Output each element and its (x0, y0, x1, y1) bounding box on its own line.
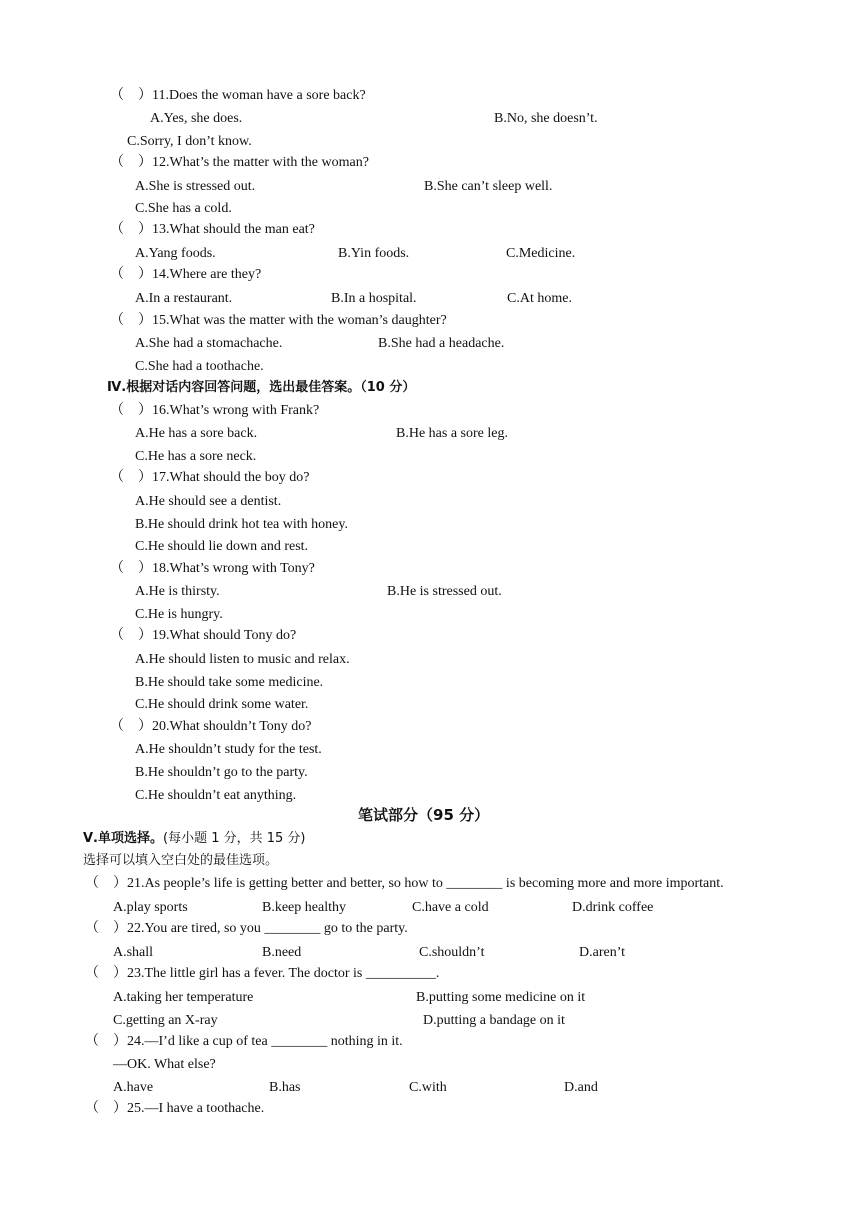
question-18-option-c: C.He is hungry. (135, 607, 223, 622)
question-13: （ ）13.What should the man eat? (110, 222, 315, 237)
question-15-option-b: B.She had a headache. (378, 336, 505, 351)
question-23: （ ）23.The little girl has a fever. The doctor is __________. (85, 966, 440, 981)
section-v-score: (每小题 1 分，共 15 分) (163, 831, 306, 846)
question-11-option-c: C.Sorry, I don’t know. (127, 134, 252, 149)
question-13-option-c: C.Medicine. (506, 246, 576, 261)
question-24-option-b: B.has (269, 1080, 301, 1095)
written-part-title: 笔试部分（95 分） (358, 806, 490, 824)
question-18: （ ）18.What’s wrong with Tony? (110, 561, 315, 576)
question-20: （ ）20.What shouldn’t Tony do? (110, 719, 312, 734)
question-19-option-b: B.He should take some medicine. (135, 675, 324, 690)
question-21-option-c: C.have a cold (412, 900, 489, 915)
question-17: （ ）17.What should the boy do? (110, 470, 310, 485)
question-17-option-b: B.He should drink hot tea with honey. (135, 517, 348, 532)
question-24-reply: —OK. What else? (113, 1057, 216, 1072)
question-12-option-a: A.She is stressed out. (135, 179, 256, 194)
question-12-option-c: C.She has a cold. (135, 201, 232, 216)
question-21-option-a: A.play sports (113, 900, 188, 915)
question-23-option-a: A.taking her temperature (113, 990, 254, 1005)
question-20-option-a: A.He shouldn’t study for the test. (135, 742, 322, 757)
question-23-option-c: C.getting an X-ray (113, 1013, 218, 1028)
question-16: （ ）16.What’s wrong with Frank? (110, 403, 320, 418)
question-15-option-a: A.She had a stomachache. (135, 336, 283, 351)
section-v-heading (83, 830, 306, 848)
question-24-option-a: A.have (113, 1080, 154, 1095)
question-15: （ ）15.What was the matter with the woman’s daughter? (110, 313, 447, 328)
question-13-option-b: B.Yin foods. (338, 246, 410, 261)
question-24-option-c: C.with (409, 1080, 447, 1095)
question-24: （ ）24.—I’d like a cup of tea ________ nothing in it. (85, 1034, 403, 1049)
question-20-option-c: C.He shouldn’t eat anything. (135, 788, 297, 803)
question-17-option-a: A.He should see a dentist. (135, 494, 282, 509)
question-20-option-b: B.He shouldn’t go to the party. (135, 765, 308, 780)
question-24-option-d: D.and (564, 1080, 598, 1095)
question-21: （ ）21.As people’s life is getting better and better, so how to ________ is becoming more and more important. (85, 876, 724, 891)
question-19-option-c: C.He should drink some water. (135, 697, 309, 712)
question-14-option-a: A.In a restaurant. (135, 291, 233, 306)
question-22-option-a: A.shall (113, 945, 154, 960)
question-16-option-a: A.He has a sore back. (135, 426, 258, 441)
question-21-option-b: B.keep healthy (262, 900, 346, 915)
question-25: （ ）25.—I have a toothache. (85, 1101, 265, 1116)
section-iv-heading: Ⅳ.根据对话内容回答问题，选出最佳答案。（10 分） (107, 380, 416, 395)
question-18-option-a: A.He is thirsty. (135, 584, 220, 599)
question-16-option-b: B.He has a sore leg. (396, 426, 508, 441)
question-19: （ ）19.What should Tony do? (110, 628, 297, 643)
question-14: （ ）14.Where are they? (110, 267, 262, 282)
question-17-option-c: C.He should lie down and rest. (135, 539, 309, 554)
question-21-option-d: D.drink coffee (572, 900, 654, 915)
question-22-option-b: B.need (262, 945, 302, 960)
question-19-option-a: A.He should listen to music and relax. (135, 652, 350, 667)
question-11-option-a: A.Yes, she does. (150, 111, 243, 126)
question-15-option-c: C.She had a toothache. (135, 359, 264, 374)
question-23-option-d: D.putting a bandage on it (423, 1013, 565, 1028)
section-v-title: Ⅴ.单项选择。 (83, 831, 163, 846)
section-v-instructions: 选择可以填入空白处的最佳选项。 (83, 853, 279, 868)
question-23-option-b: B.putting some medicine on it (416, 990, 586, 1005)
question-12: （ ）12.What’s the matter with the woman? (110, 155, 369, 170)
question-22-option-d: D.aren’t (579, 945, 625, 960)
question-13-option-a: A.Yang foods. (135, 246, 216, 261)
question-11: （ ）11.Does the woman have a sore back? (110, 88, 366, 103)
question-22: （ ）22.You are tired, so you ________ go to the party. (85, 921, 408, 936)
question-16-option-c: C.He has a sore neck. (135, 449, 257, 464)
question-14-option-b: B.In a hospital. (331, 291, 417, 306)
question-18-option-b: B.He is stressed out. (387, 584, 502, 599)
question-12-option-b: B.She can’t sleep well. (424, 179, 553, 194)
question-14-option-c: C.At home. (507, 291, 572, 306)
question-22-option-c: C.shouldn’t (419, 945, 485, 960)
question-11-option-b: B.No, she doesn’t. (494, 111, 598, 126)
